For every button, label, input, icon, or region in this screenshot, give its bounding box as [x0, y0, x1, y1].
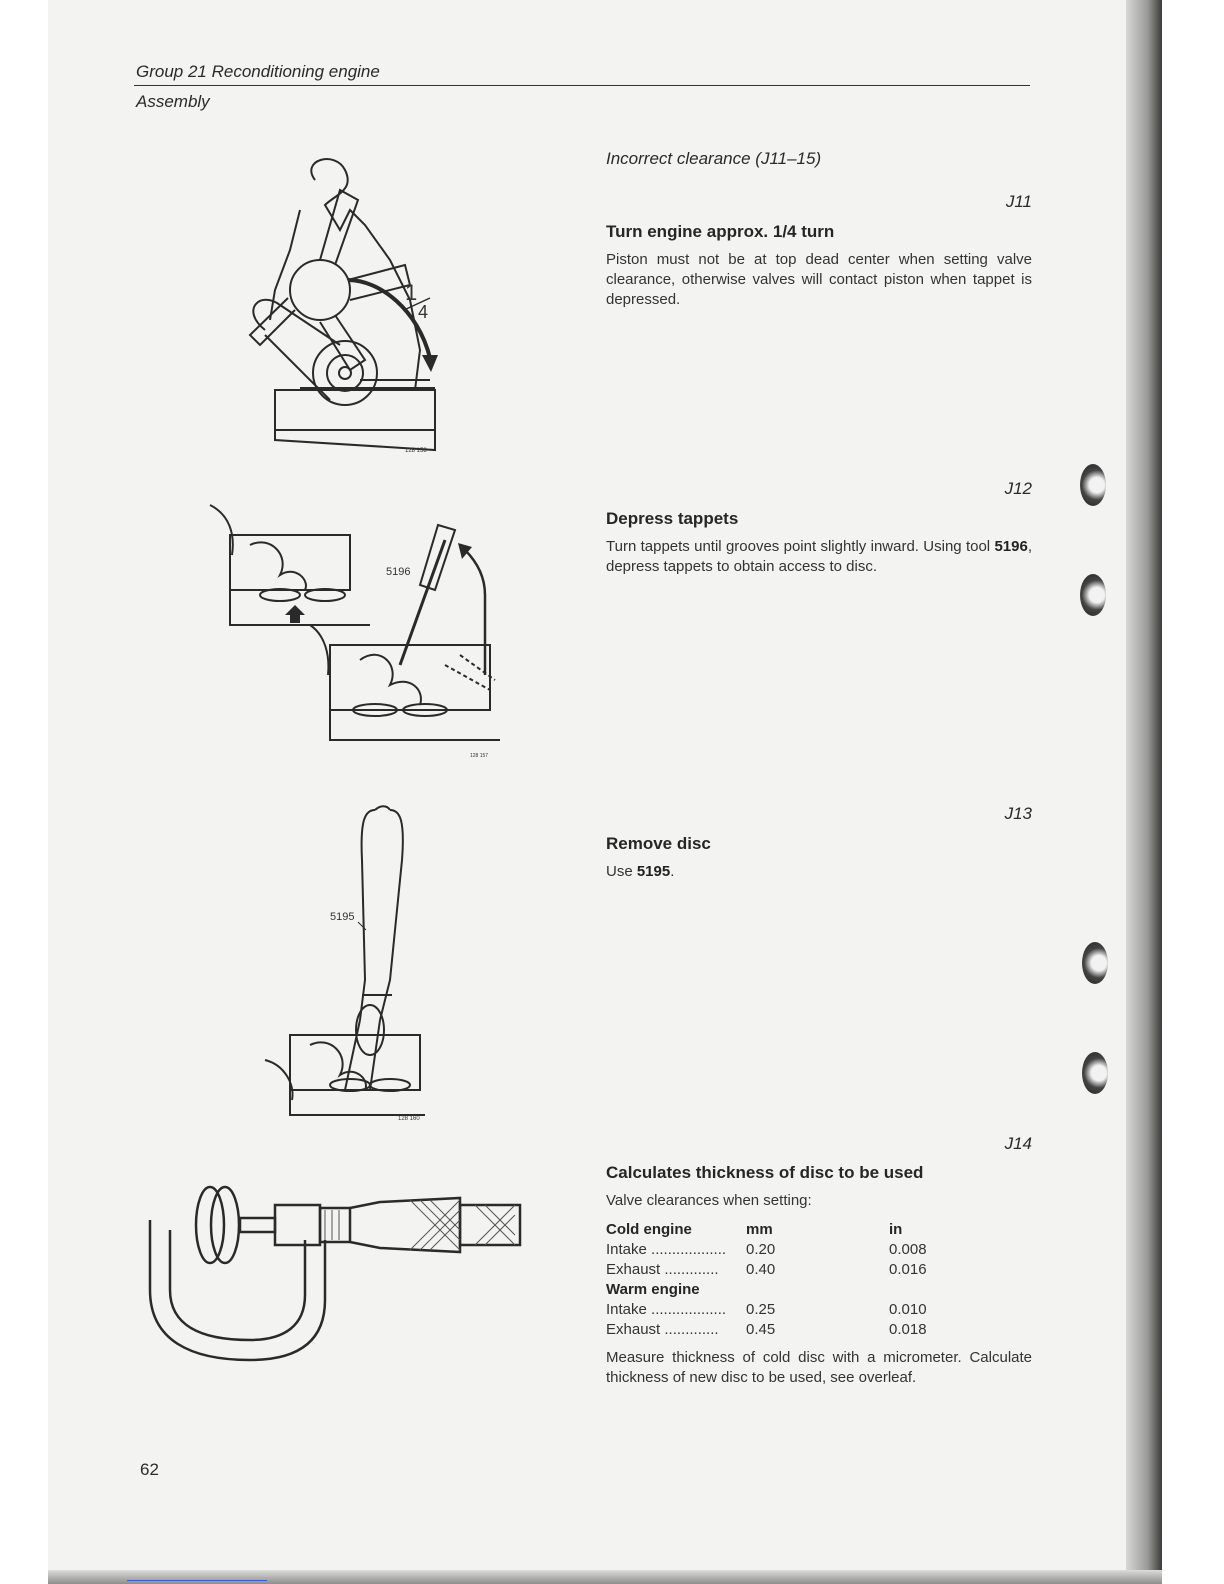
table-cell-label: Exhaust ............. [606, 1261, 719, 1278]
tool-number: 5196 [994, 538, 1028, 555]
table-cell-mm: 0.25 [746, 1301, 776, 1318]
header-group-title: Group 21 Reconditioning engine [136, 62, 380, 81]
step-text-part: Use [606, 863, 637, 880]
step-code-j14: J14 [1004, 1134, 1032, 1153]
tool-label: 5195 [330, 911, 355, 923]
binder-hole-icon [1082, 1052, 1108, 1094]
table-cell-label: Intake .................. [606, 1301, 727, 1318]
page-binding-edge [1126, 0, 1162, 1584]
valve-clearance-table [606, 1220, 946, 1340]
step-intro-j14: Valve clearances when setting: [606, 1192, 812, 1209]
step-text-j11: Piston must not be at top dead center when setting valve clearance, otherwise valves will contact piston when tappet is depressed. [606, 251, 1032, 308]
step-text-part: . [670, 863, 675, 880]
step-heading-j11: Turn engine approx. 1/4 turn [606, 222, 835, 241]
table-cell-mm: 0.20 [746, 1241, 776, 1258]
header-divider [134, 85, 1030, 86]
step-code-j13: J13 [1004, 804, 1032, 823]
table-row [606, 1300, 946, 1320]
binder-hole-icon [1082, 942, 1108, 984]
table-cell-in: 0.010 [889, 1301, 927, 1318]
page-bottom-edge [48, 1570, 1162, 1584]
fraction-numerator: 1 [405, 280, 418, 305]
table-cell-mm: 0.40 [746, 1261, 776, 1278]
step-text-j12 [606, 537, 1032, 577]
engine-turn-illustration [240, 150, 480, 460]
tool-label: 5196 [386, 566, 411, 578]
table-row [606, 1260, 946, 1280]
arrowhead-icon [422, 355, 438, 372]
depress-tappets-illustration [200, 495, 510, 765]
table-subheader-row [606, 1280, 946, 1300]
figure-ref: 128 160 [398, 1116, 420, 1122]
step-text-j13 [606, 862, 1032, 882]
fraction-denominator: 4 [418, 302, 429, 322]
remove-disc-illustration [250, 800, 450, 1125]
table-subheader-cell: Warm engine [606, 1281, 700, 1298]
page-number: 62 [140, 1460, 159, 1479]
table-row [606, 1320, 946, 1340]
link-underline[interactable] [127, 1580, 267, 1581]
binder-hole-icon [1080, 574, 1106, 616]
binder-hole-icon [1080, 464, 1106, 506]
press-arrow-icon [285, 605, 305, 623]
section-title: Incorrect clearance (J11–15) [606, 149, 822, 168]
table-header-cell: in [889, 1221, 903, 1238]
step-text-j14: Measure thickness of cold disc with a micrometer. Calculate thickness of new disc to be used, see overleaf. [606, 1349, 1032, 1386]
step-code-j12: J12 [1004, 479, 1032, 498]
table-cell-in: 0.008 [889, 1241, 927, 1258]
table-cell-label: Intake .................. [606, 1241, 727, 1258]
lift-arrow-icon [465, 550, 485, 675]
table-header-cell: Cold engine [606, 1221, 692, 1238]
table-header-row [606, 1220, 946, 1240]
leader-line [358, 922, 366, 930]
table-cell-in: 0.016 [889, 1261, 927, 1278]
step-text-part: Turn tappets until grooves point slightly inward. Using tool [606, 538, 995, 555]
table-cell-in: 0.018 [889, 1321, 927, 1338]
table-cell-label: Exhaust ............. [606, 1321, 719, 1338]
step-text-part: , depress tappets to obtain access to disc. [606, 538, 1032, 575]
tool-number: 5195 [636, 863, 671, 880]
figure-ref: 128 157 [470, 753, 489, 759]
figure-ref: 128 158 [405, 448, 427, 454]
table-row [606, 1240, 946, 1260]
step-heading-j14: Calculates thickness of disc to be used [606, 1163, 924, 1182]
micrometer-illustration [130, 1170, 540, 1370]
step-heading-j12: Depress tappets [606, 509, 739, 528]
step-heading-j13: Remove disc [606, 834, 711, 853]
step-code-j11: J11 [1005, 192, 1032, 211]
header-subtitle: Assembly [136, 92, 210, 111]
table-header-cell: mm [746, 1221, 773, 1238]
table-cell-mm: 0.45 [746, 1321, 776, 1338]
